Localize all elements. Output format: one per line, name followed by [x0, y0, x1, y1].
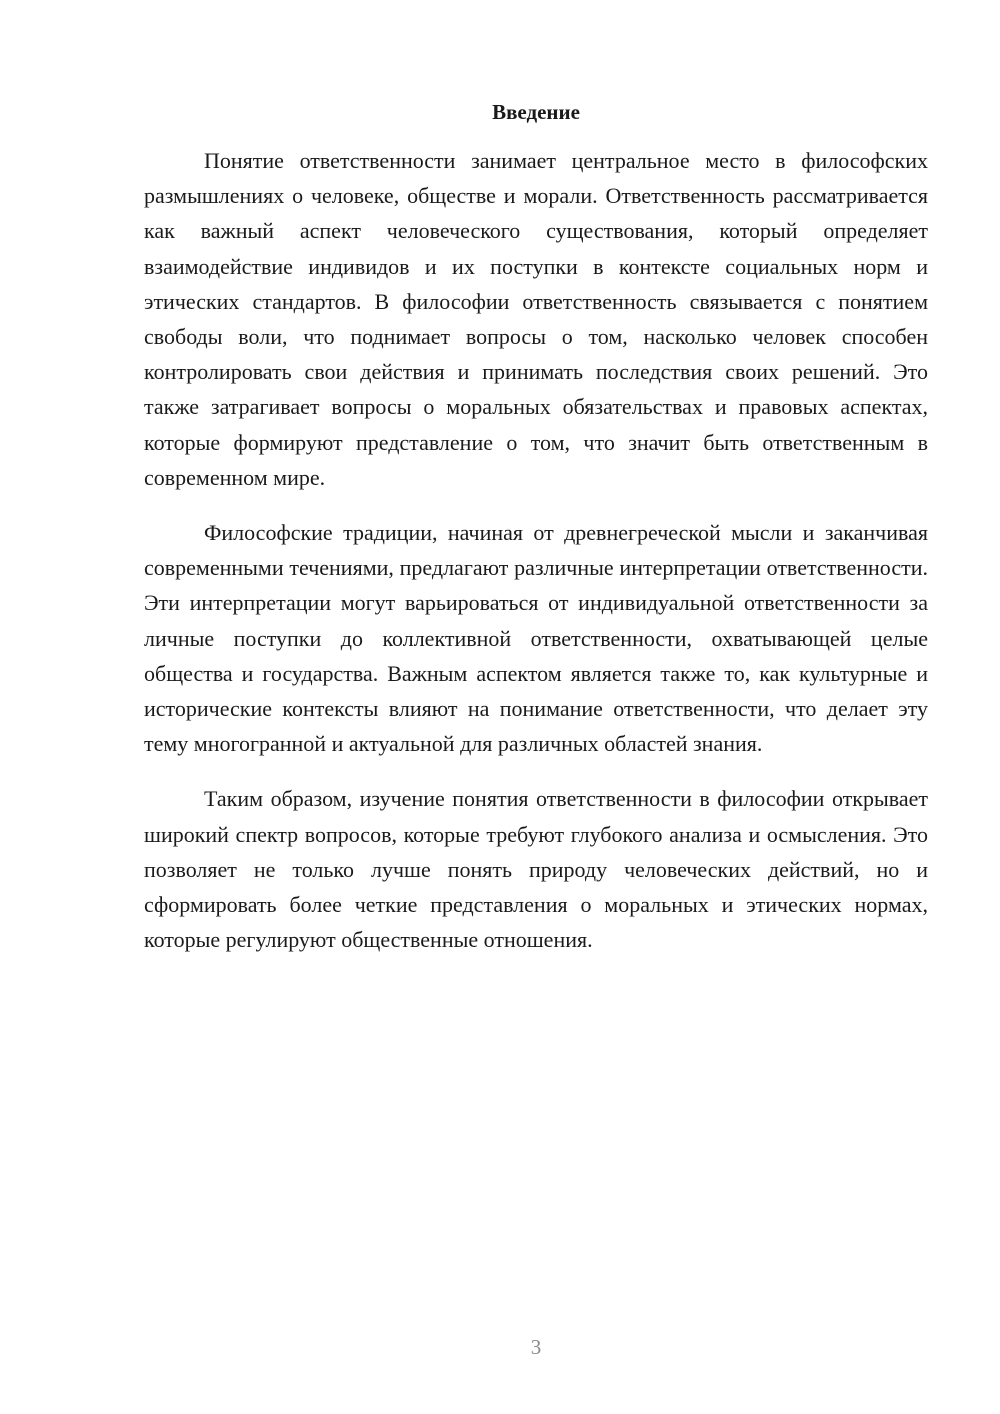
- page-number: 3: [530, 1335, 542, 1359]
- section-heading: Введение: [492, 100, 580, 124]
- paragraph-2: Философские традиции, начиная от древнегреческой мысли и заканчивая современными течениями, предлагают различные интерпретации ответственности. Эти интерпретации могут варьироваться от индивидуальной ответственности за личные поступки до коллективной ответственности, охватывающей целые общества и государства. Важным аспектом является также то, как культурные и исторические контексты влияют на понимание ответственности, что делает эту тему многогранной и актуальной для различных областей знания.: [144, 520, 928, 757]
- paragraph-3: Таким образом, изучение понятия ответственности в философии открывает широкий спектр вопросов, которые требуют глубокого анализа и осмысления. Это позволяет не только лучше понять природу человеческих действий, но и сформировать более четкие представления о моральных и этических нормах, которые регулируют общественные отношения.: [144, 786, 928, 953]
- body-text: [144, 143, 928, 977]
- paragraph-1: Понятие ответственности занимает центральное место в философских размышлениях о человеке, обществе и морали. Ответственность рассматривается как важный аспект человеческого существования, который определяет взаимодействие индивидов и их поступки в контексте социальных норм и этических стандартов. В философии ответственность связывается с понятием свободы воли, что поднимает вопросы о том, насколько человек способен контролировать свои действия и принимать последствия своих решений. Это также затрагивает вопросы о моральных обязательствах и правовых аспектах, которые формируют представление о том, что значит быть ответственным в современном мире.: [144, 148, 928, 490]
